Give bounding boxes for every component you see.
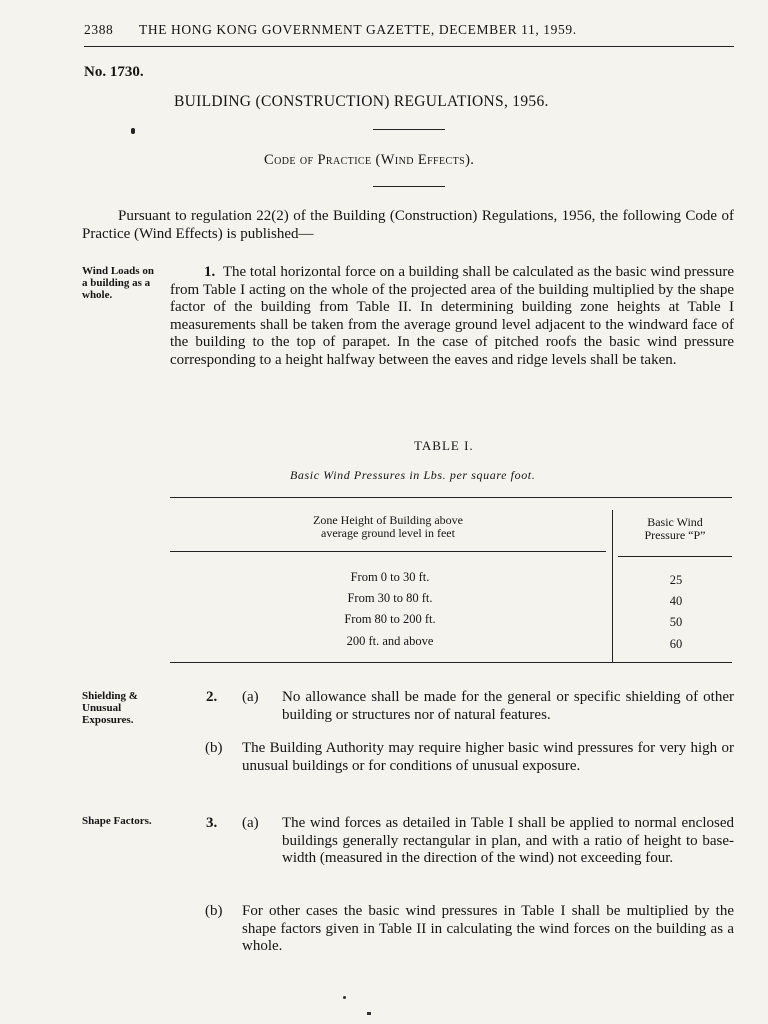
section-2a-label: (a)	[242, 689, 259, 705]
table-row-range: From 30 to 80 ft.	[347, 591, 433, 605]
table-row-pressure: 25	[669, 573, 683, 587]
table-header-rule-left	[170, 551, 606, 552]
table-row-pressure: 50	[669, 615, 683, 629]
intro-text: Pursuant to regulation 22(2) of the Building (Construction) Regulations, 1956, the following Code of Practice (Wind Effects) is published—	[82, 208, 734, 242]
section-2a-text-wrap	[282, 689, 734, 724]
page-number: 2388	[84, 22, 114, 37]
section-1-number: 1.	[204, 264, 216, 280]
zone-header-line-2: average ground level in feet	[321, 526, 455, 540]
section-2b-label: (b)	[205, 740, 223, 756]
section-2a-text: No allowance shall be made for the general or specific shielding of other building or structures nor of natural features.	[282, 689, 734, 723]
pressure-header-line-1: Basic Wind	[647, 515, 703, 529]
scan-speck	[367, 1012, 371, 1015]
scan-speck	[131, 128, 135, 134]
regulation-title: BUILDING (CONSTRUCTION) REGULATIONS, 1956.	[174, 93, 549, 110]
table-row-pressure: 60	[669, 637, 683, 651]
code-title-divider	[373, 186, 445, 187]
zone-header-line-1: Zone Height of Building above	[313, 513, 463, 527]
section-3a-label: (a)	[242, 815, 259, 831]
table-row-range: From 0 to 30 ft.	[350, 570, 430, 584]
table-title: TABLE I.	[414, 438, 474, 453]
table-top-rule	[170, 497, 732, 498]
scan-speck	[343, 996, 346, 999]
gazette-title: THE HONG KONG GOVERNMENT GAZETTE, DECEMBER 11, 1959.	[139, 22, 577, 37]
margin-note-shielding: Shielding & Unusual Exposures.	[82, 690, 138, 726]
table-header-pressure	[618, 516, 732, 542]
gazette-header	[84, 22, 684, 38]
table-row-range: 200 ft. and above	[346, 634, 434, 648]
notice-number: No. 1730.	[84, 64, 144, 80]
code-title: Code of Practice (Wind Effects).	[264, 152, 475, 168]
section-3a-text: The wind forces as detailed in Table I shall be applied to normal enclosed buildings generally rectangular in plan, and with a ratio of height to base-width (measured in the direction of the wind) not exceeding four.	[282, 815, 734, 867]
margin-note-wind-loads: Wind Loads on a building as a whole.	[82, 265, 154, 301]
intro-paragraph	[82, 208, 734, 243]
table-column-rule	[612, 510, 613, 662]
title-divider	[373, 129, 445, 130]
section-3b-label: (b)	[205, 903, 223, 919]
table-header-rule-right	[618, 556, 732, 557]
margin-note-shape-factors: Shape Factors.	[82, 815, 152, 827]
table-row-pressure: 40	[669, 594, 683, 608]
section-3-number: 3.	[206, 815, 218, 831]
section-1-text: The total horizontal force on a building shall be calculated as the basic wind pressure from Table I acting on the whole of the projected area of the building multiplied by the shape factor of the building from Table II. In determining building zone heights at Table I measurements shall be taken from the average ground level adjacent to the windward face of the building to the top of parapet. In the case of pitched roofs the basic wind pressure corresponding to a height halfway between the eaves and ridge levels shall be taken.	[170, 264, 734, 368]
table-row-range: From 80 to 200 ft.	[344, 612, 436, 626]
table-header-zone-height	[240, 514, 536, 540]
section-2b-text: The Building Authority may require higher basic wind pressures for very high or unusual buildings or for conditions of unusual exposure.	[242, 740, 734, 774]
pressure-header-line-2: Pressure “P”	[644, 528, 706, 542]
table-bottom-rule	[170, 662, 732, 663]
section-3b-text: For other cases the basic wind pressures in Table I shall be multiplied by the shape factors given in Table II in calculating the wind forces on the building as a whole.	[242, 903, 734, 955]
section-1	[170, 264, 734, 370]
table-caption: Basic Wind Pressures in Lbs. per square foot.	[290, 468, 536, 482]
header-rule	[84, 46, 734, 47]
section-2-number: 2.	[206, 689, 218, 705]
